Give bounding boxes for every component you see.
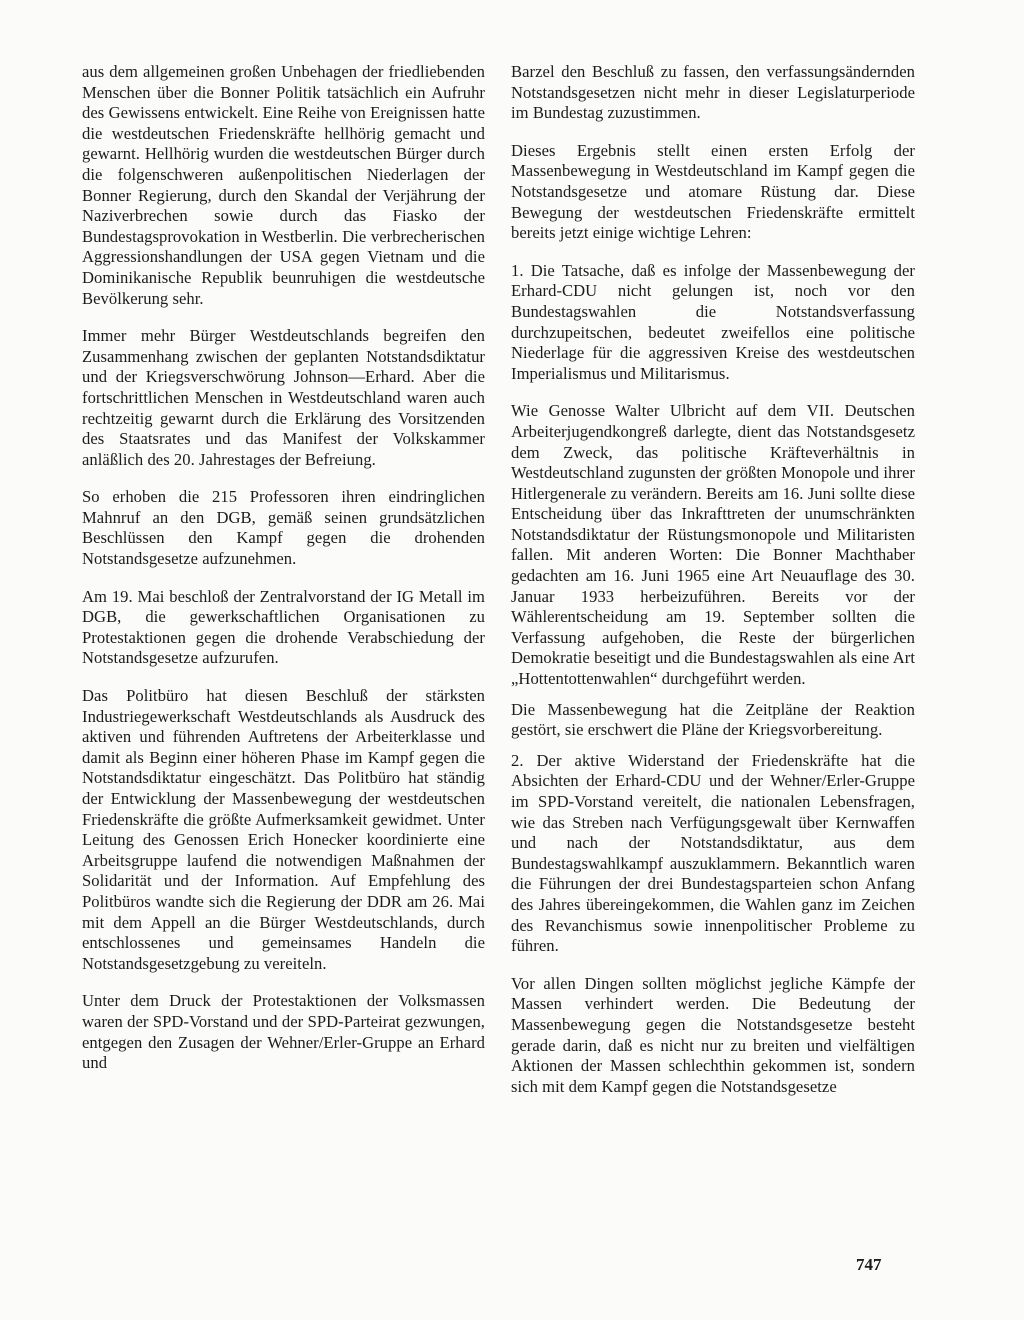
paragraph: Am 19. Mai beschloß der Zentralvorstand der IG Metall im DGB, die gewerkschaftlichen Organisationen zu Protestaktionen gegen die drohende Verabschiedung der Notstandsgesetze aufzurufen. [82,586,485,668]
paragraph: Vor allen Dingen sollten möglichst jegliche Kämpfe der Massen verhindert werden. Die Bedeutung der Massenbewegung gegen die Notstandsgesetze besteht gerade darin, daß es nicht nur zu breiten und vielfältigen Aktionen der Massen schlechthin gekommen ist, sondern sich mit dem Kampf gegen die Notstandsgesetze [511,973,915,1096]
right-column [511,62,915,1114]
page-number: 747 [856,1255,882,1274]
left-column [82,62,485,1091]
paragraph: aus dem allgemeinen großen Unbehagen der friedliebenden Menschen über die Bonner Politik tatsächlich ein Aufruhr des Gewissens entwickelt. Eine Reihe von Ereignissen hatte die westdeutschen Friedenskräfte hellhörig gemacht und gewarnt. Hellhörig wurden die westdeutschen Bürger durch die folgenschweren außenpolitischen Niederlagen der Bonner Regierung, durch den Skandal der Verjährung der Naziverbrechen sowie durch das Fiasko der Bundestagsprovokation in Westberlin. Die verbrecherischen Aggressionshandlungen der USA gegen Vietnam und die Dominikanische Republik beunruhigen die westdeutsche Bevölkerung sehr. [82,62,485,308]
paragraph: Die Massenbewegung hat die Zeitpläne der Reaktion gestört, sie erschwert die Pläne der Kriegsvorbereitung. [511,699,915,740]
paragraph: Unter dem Druck der Protestaktionen der Volksmassen waren der SPD-Vorstand und der SPD-Parteirat gezwungen, entgegen den Zusagen der Wehner/Erler-Gruppe an Erhard und [82,991,485,1073]
paragraph: 2. Der aktive Widerstand der Friedenskräfte hat die Absichten der Erhard-CDU und der Wehner/Erler-Gruppe im SPD-Vorstand vereitelt, die nationalen Lebensfragen, wie das Streben nach Verfügungsgewalt über Kernwaffen und nach der Notstandsdiktatur, aus dem Bundestagswahlkampf auszuklammern. Bekanntlich waren die Führungen der drei Bundestagsparteien schon Anfang des Jahres übereingekommen, die Wahlen ganz im Zeichen des Revanchismus sowie innenpolitischer Probleme zu führen. [511,750,915,956]
paragraph: Dieses Ergebnis stellt einen ersten Erfolg der Massenbewegung in Westdeutschland im Kampf gegen die Notstandsgesetze und atomare Rüstung dar. Diese Bewegung der westdeutschen Friedenskräfte ermittelt bereits jetzt einige wichtige Lehren: [511,140,915,243]
paragraph: Wie Genosse Walter Ulbricht auf dem VII. Deutschen Arbeiterjugendkongreß darlegte, dient das Notstandsgesetz dem Zweck, das politische Kräfteverhältnis in Westdeutschland zugunsten der größten Monopole und ihrer Hitlergenerale zu verändern. Bereits am 16. Juni sollte diese Entscheidung über das Inkrafttreten der unumschränkten Notstandsdiktatur der Rüstungsmonopole und Militaristen fallen. Mit anderen Worten: Die Bonner Machthaber gedachten am 16. Juni 1965 eine Art Neuauflage des 30. Januar 1933 herbeizuführen. Bereits vor der Wählerentscheidung am 19. September sollten die Verfassung aufgehoben, die Reste der bürgerlichen Demokratie beseitigt und die Bundestagswahlen als eine Art „Hottentottenwahlen“ durchgeführt werden. [511,401,915,689]
paragraph: Immer mehr Bürger Westdeutschlands begreifen den Zusammenhang zwischen der geplanten Notstandsdiktatur und der Kriegsverschwörung Johnson—Erhard. Aber die fortschrittlichen Menschen in Westdeutschland waren auch rechtzeitig gewarnt durch die Erklärung des Vorsitzenden des Staatsrates und das Manifest der Volkskammer anläßlich des 20. Jahrestages der Befreiung. [82,326,485,469]
paragraph: 1. Die Tatsache, daß es infolge der Massenbewegung der Erhard-CDU nicht gelungen ist, noch vor den Bundestagswahlen die Notstandsverfassung durchzupeitschen, bedeutet zweifellos eine politische Niederlage für die aggressiven Kreise des westdeutschen Imperialismus und Militarismus. [511,260,915,383]
paragraph: Barzel den Beschluß zu fassen, den verfassungsändernden Notstandsgesetzen nicht mehr in dieser Legislaturperiode im Bundestag zuzustimmen. [511,62,915,123]
paragraph: Das Politbüro hat diesen Beschluß der stärksten Industriegewerkschaft Westdeutschlands als Ausdruck des aktiven und führenden Auftretens der Arbeiterklasse und damit als Beginn einer höheren Phase im Kampf gegen die Notstandsdiktatur eingeschätzt. Das Politbüro hat ständig der Entwicklung der Massenbewegung der westdeutschen Friedenskräfte die größte Aufmerksamkeit gewidmet. Unter Leitung des Genossen Erich Honecker koordinierte eine Arbeitsgruppe laufend die notwendigen Maßnahmen der Solidarität und der Information. Auf Empfehlung des Politbüros wandte sich die Regierung der DDR am 26. Mai mit dem Appell an die Bürger Westdeutschlands, durch entschlossenes und gemeinsames Handeln die Notstandsgesetzgebung zu vereiteln. [82,686,485,973]
paragraph: So erhoben die 215 Professoren ihren eindringlichen Mahnruf an den DGB, gemäß seinen grundsätzlichen Beschlüssen den Kampf gegen die drohenden Notstandsgesetze aufzunehmen. [82,487,485,569]
